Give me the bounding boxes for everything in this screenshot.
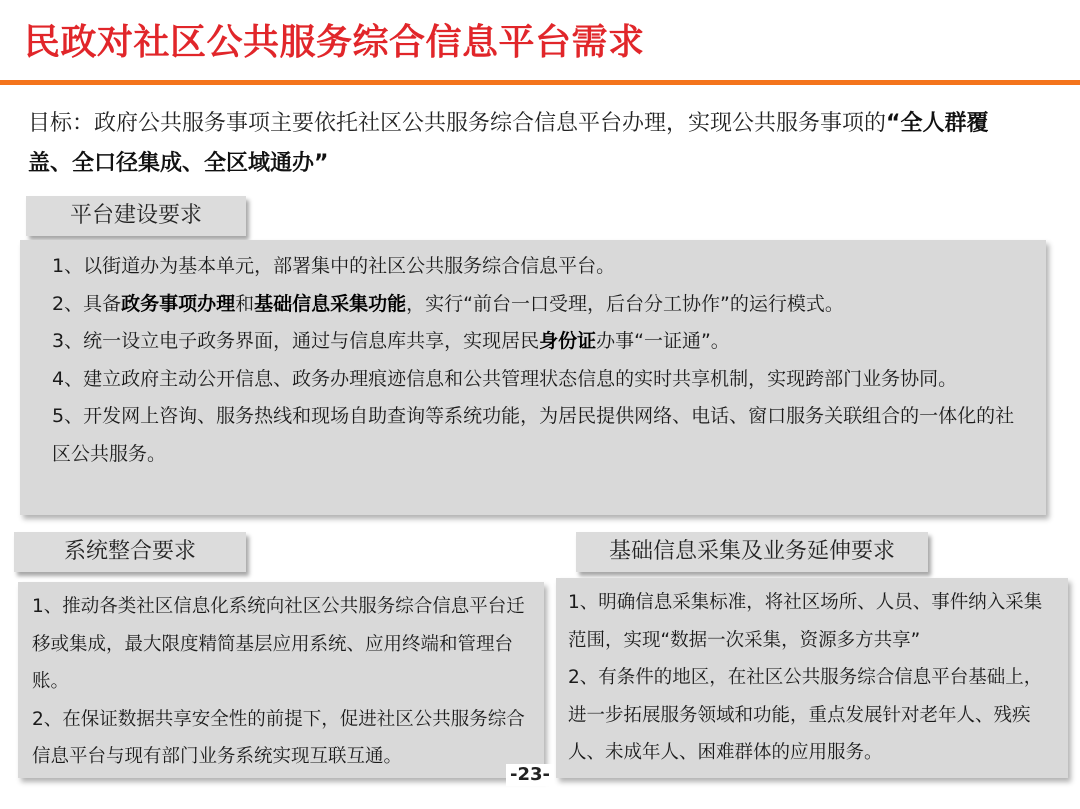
system-item-1: 1、推动各类社区信息化系统向社区公共服务综合信息平台迁移或集成，最大限度精简基层应用系统、应用终端和管理台账。 — [32, 596, 525, 692]
platform-item-2 — [52, 286, 1016, 324]
platform-item-2-suffix: ，实行“前台一口受理，后台分工协作”的运行模式。 — [406, 292, 844, 315]
platform-item-3-prefix: 3、统一设立电子政务界面，通过与信息库共享，实现居民 — [52, 330, 540, 352]
platform-item-2-mid: 和 — [235, 292, 255, 315]
platform-item-1: 1、以街道办为基本单元，部署集中的社区公共服务综合信息平台。 — [52, 255, 616, 277]
platform-item-3-suffix: 办事“一证通”。 — [596, 330, 730, 352]
slide-title: 民政对社区公共服务综合信息平台需求 — [24, 22, 645, 63]
goal-emphasis: “全人群覆盖、全口径集成、全区域通办” — [28, 111, 989, 176]
platform-item-3-bold: 身份证 — [539, 330, 597, 352]
platform-requirements-box — [20, 240, 1046, 515]
title-divider — [0, 80, 1080, 85]
system-integration-heading: 系统整合要求 — [14, 532, 246, 572]
platform-item-4: 4、建立政府主动公开信息、政务办理痕迹信息和公共管理状态信息的实时共享机制，实现跨部门业务协同。 — [52, 367, 958, 390]
system-integration-box — [18, 582, 544, 778]
basic-item-2: 2、有条件的地区，在社区公共服务综合信息平台基础上，进一步拓展服务领域和功能，重点发展针对老年人、残疾人、未成年人、困难群体的应用服务。 — [568, 667, 1043, 763]
goal-text: 目标：政府公共服务事项主要依托社区公共服务综合信息平台办理，实现公共服务事项的 — [28, 111, 887, 136]
basic-item-1: 1、明确信息采集标准，将社区场所、人员、事件纳入采集范围，实现“数据一次采集，资源多方共享” — [568, 592, 1043, 651]
platform-item-2-bold-2: 基础信息采集功能 — [254, 292, 407, 315]
basic-info-heading: 基础信息采集及业务延伸要求 — [576, 532, 928, 572]
page-number: -23- — [506, 764, 554, 786]
platform-item-5: 5、开发网上咨询、服务热线和现场自助查询等系统功能，为居民提供网络、电话、窗口服务关联组合的一体化的社区公共服务。 — [52, 405, 1015, 465]
platform-item-3 — [52, 323, 1016, 361]
system-item-2: 2、在保证数据共享安全性的前提下，促进社区公共服务综合信息平台与现有部门业务系统实现互联互通。 — [32, 708, 525, 767]
platform-requirements-heading: 平台建设要求 — [26, 196, 246, 236]
platform-item-2-bold-1: 政务事项办理 — [121, 292, 236, 315]
basic-info-box — [556, 578, 1068, 778]
platform-item-2-prefix: 2、具备 — [52, 292, 122, 315]
goal-statement — [28, 104, 1028, 184]
